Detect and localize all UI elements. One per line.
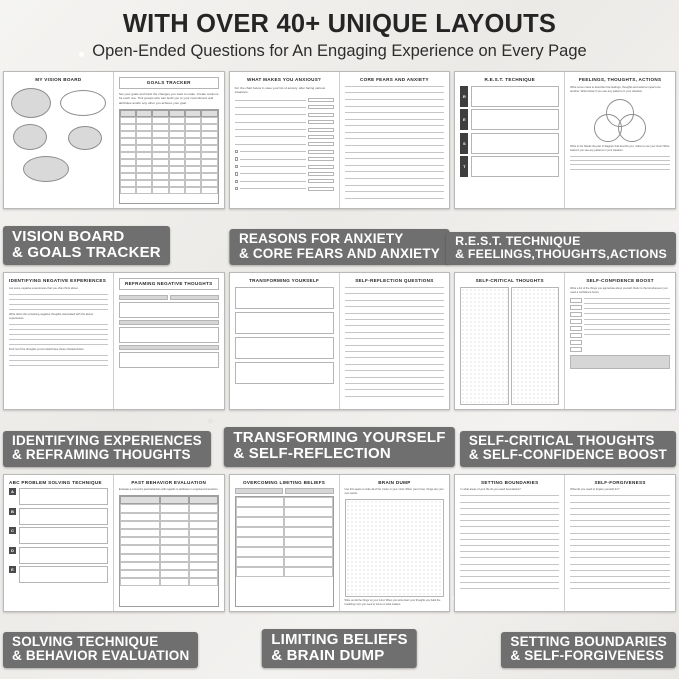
page-brain-dump	[340, 475, 450, 611]
caption-line-1: VISION BOARD	[12, 227, 125, 245]
page-past-behavior-evaluation	[114, 475, 224, 611]
vision-shape-2	[60, 90, 106, 116]
brain-dump-area[interactable]	[345, 499, 445, 597]
caption-line-2: & SELF-CONFIDENCE BOOST	[468, 447, 667, 463]
vision-shape-5	[23, 156, 69, 182]
caption-line-2: & SELF-REFLECTION	[233, 445, 391, 463]
rest-letter-e: E	[460, 109, 468, 130]
forgiveness-lines[interactable]	[570, 495, 670, 606]
anxious-rating-rows[interactable]	[235, 98, 334, 204]
page-title-abc: ABC PROBLEM SOLVING TECHNIQUE	[9, 479, 102, 485]
reframing-field-1[interactable]	[119, 302, 219, 318]
forgiveness-instructions: What do you need to forgive yourself for?	[570, 488, 620, 492]
caption-vision-board	[3, 226, 170, 265]
page-title-brain-dump: BRAIN DUMP	[378, 479, 411, 485]
page-transforming-yourself	[230, 273, 340, 409]
caption-line-1: TRANSFORMING YOURSELF	[233, 429, 446, 447]
rest-letter-s: S	[460, 133, 468, 154]
identifying-lines-3[interactable]	[9, 355, 108, 366]
vision-shape-1	[11, 88, 51, 118]
page-rest-technique	[455, 72, 565, 208]
poster-header	[0, 0, 679, 65]
reframing-col-header-1	[119, 295, 168, 300]
table-cell[interactable]	[120, 117, 136, 124]
page-title-feelings: FEELINGS, THOUGHTS, ACTIONS	[578, 77, 662, 82]
page-title-self-reflection: SELF-REFLECTION QUESTIONS	[355, 278, 434, 284]
spread-cell-4[interactable]	[3, 272, 225, 467]
spread-anxiety[interactable]	[229, 71, 451, 209]
page-title-core-fears: CORE FEARS AND ANXIETY	[360, 77, 429, 82]
identifying-lines-2[interactable]	[9, 324, 108, 345]
boundaries-lines[interactable]	[460, 495, 559, 606]
brain-dump-footer: Write out all the things on your mind. When you write down your thoughts you build the breathing room you need to focus on what matters.	[344, 599, 441, 606]
transforming-field-1[interactable]	[235, 287, 334, 309]
page-self-confidence-boost	[565, 273, 675, 409]
page-self-reflection-questions	[340, 273, 450, 409]
caption-boundaries	[501, 632, 676, 668]
page-title-confidence: SELF-CONFIDENCE BOOST	[586, 278, 654, 284]
reframing-label-2	[119, 345, 219, 350]
page-self-forgiveness	[565, 475, 675, 611]
core-fears-lines[interactable]	[345, 86, 445, 204]
spread-cell-9[interactable]	[454, 474, 676, 669]
caption-line-2: & SELF-FORGIVENESS	[510, 648, 665, 664]
page-subtitle: Open-Ended Questions for An Engaging Experience on Every Page	[92, 42, 587, 60]
brain-dump-instructions: Use this space to write all of the 'noise' in your mind. When you're free, things are your own words.	[344, 488, 444, 496]
spread-cell-7[interactable]	[3, 474, 225, 669]
caption-abc	[3, 632, 198, 668]
spread-rest-technique[interactable]	[454, 71, 676, 209]
identifying-lines-1[interactable]	[9, 294, 108, 310]
spread-vision-board[interactable]	[3, 71, 225, 209]
page-title-self-forgiveness: SELF-FORGIVENESS	[594, 479, 646, 485]
reframing-header-row	[119, 295, 219, 300]
page-what-makes-you-anxious	[230, 72, 340, 208]
caption-line-2: & BRAIN DUMP	[271, 646, 385, 664]
page-my-vision-board	[4, 72, 114, 208]
rest-body-s[interactable]	[471, 133, 559, 154]
abc-body-e[interactable]	[19, 566, 108, 583]
table-header-cell	[185, 110, 201, 117]
table-header-cell	[136, 110, 152, 117]
rest-rows[interactable]	[460, 86, 559, 204]
anxious-instructions: For the chart below in case your list of anxiety, after facing various situations.	[234, 85, 326, 95]
caption-rest	[446, 232, 676, 266]
caption-line-1: LIMITING BELIEFS	[271, 630, 408, 648]
venn-circle-actions	[618, 114, 646, 142]
confidence-instructions: Write a list of the things you appreciate about yourself. Refer to the list whenever you need a confidence boost.	[570, 287, 668, 294]
reframing-col-header-2	[170, 295, 219, 300]
page-title-self-critical: SELF-CRITICAL THOUGHTS	[475, 278, 544, 284]
past-behavior-table[interactable]	[119, 495, 219, 606]
self-critical-columns	[460, 287, 559, 405]
confidence-highlight-box[interactable]	[570, 355, 670, 369]
abc-body-c[interactable]	[19, 527, 108, 544]
caption-line-2: & REFRAMING THOUGHTS	[12, 447, 191, 463]
boundaries-instructions: In what areas of your life do you need boundaries?	[460, 488, 521, 492]
caption-line-1: REASONS FOR ANXIETY	[238, 231, 404, 247]
spread-cell-5[interactable]	[229, 272, 451, 467]
page-title: WITH OVER 40+ UNIQUE LAYOUTS	[122, 10, 557, 38]
vision-board-shapes	[9, 86, 108, 204]
self-reflection-lines[interactable]	[345, 287, 445, 405]
abc-rows[interactable]	[9, 488, 108, 606]
caption-identifying	[3, 431, 211, 467]
table-header-cell	[201, 110, 217, 117]
past-behavior-instructions: Evaluate a moment's past behaviors with regards to attributes in experienced sections.	[118, 488, 219, 492]
page-title-rest: R.E.S.T. TECHNIQUE	[484, 77, 536, 82]
caption-transforming	[224, 427, 454, 466]
abc-letter-d: D	[9, 547, 16, 554]
caption-line-1: SOLVING TECHNIQUE	[12, 633, 159, 649]
caption-self-critical	[460, 431, 676, 467]
vision-shape-3	[13, 124, 47, 150]
limiting-beliefs-table[interactable]	[235, 496, 334, 606]
page-title-anxious: WHAT MAKES YOU ANXIOUS?	[246, 77, 322, 82]
rest-body-t[interactable]	[471, 156, 559, 177]
vision-shape-4	[68, 126, 102, 150]
feelings-footer: Write in the blanks the part of diagram that best fits you; notice to use your time? Write below if you see any patterns in your situation.	[570, 144, 670, 152]
spread-abc-problem-solving[interactable]	[3, 474, 225, 612]
caption-line-1: SETTING BOUNDARIES	[510, 633, 667, 649]
reframing-field-2[interactable]	[119, 327, 219, 343]
identifying-instructions-3: Find out if the thoughts you've listed have these characteristics.	[9, 348, 85, 352]
page-title-boundaries: SETTING BOUNDARIES	[481, 479, 539, 485]
feelings-lines[interactable]	[570, 156, 670, 204]
page-title-vision-board: MY VISION BOARD	[35, 77, 82, 82]
page-title-limiting-beliefs: OVERCOMING LIMITING BELIEFS	[243, 479, 326, 485]
caption-line-2: & CORE FEARS AND ANXIETY	[238, 245, 441, 261]
abc-letter-a: A	[9, 488, 16, 495]
spread-grid	[0, 65, 679, 673]
page-title-goals-tracker: GOALS TRACKER	[119, 77, 219, 89]
page-core-fears	[340, 72, 450, 208]
caption-anxiety	[230, 229, 449, 265]
venn-diagram	[570, 99, 670, 143]
caption-line-1: R.E.S.T. TECHNIQUE	[455, 233, 581, 248]
caption-line-2: & BEHAVIOR EVALUATION	[12, 648, 190, 664]
rest-body-e[interactable]	[471, 109, 559, 130]
caption-line-1: IDENTIFYING EXPERIENCES	[12, 432, 202, 448]
goals-tracker-table[interactable]	[119, 109, 219, 204]
rest-letter-t: T	[460, 156, 468, 177]
spread-cell-2[interactable]	[229, 71, 451, 266]
abc-body-b[interactable]	[19, 508, 108, 525]
spread-cell-6[interactable]	[454, 272, 676, 467]
transforming-field-2[interactable]	[235, 312, 334, 334]
page-reframing-negative-thoughts	[114, 273, 224, 409]
abc-body-a[interactable]	[19, 488, 108, 505]
page-setting-boundaries	[455, 475, 565, 611]
table-header-cell	[152, 110, 168, 117]
page-title-transforming: TRANSFORMING YOURSELF	[249, 278, 320, 284]
page-title-identifying: IDENTIFYING NEGATIVE EXPERIENCES	[9, 278, 107, 284]
self-critical-column-1[interactable]	[460, 287, 508, 405]
table-header-cell	[120, 110, 136, 117]
page-overcoming-limiting-beliefs	[230, 475, 340, 611]
limiting-beliefs-header	[235, 488, 334, 494]
page-title-past-behavior: PAST BEHAVIOR EVALUATION	[131, 479, 207, 485]
caption-line-2: & GOALS TRACKER	[12, 244, 161, 262]
identifying-instructions: List some negative experiences that you often think about.	[9, 287, 79, 291]
page-goals-tracker	[114, 72, 224, 208]
identifying-instructions-2: Write down the remaining negative thoughts associated with the above experiences.	[9, 313, 94, 321]
spread-limiting-beliefs[interactable]	[229, 474, 451, 612]
spread-cell-1[interactable]	[3, 71, 225, 266]
limiting-col-header-2	[285, 488, 333, 494]
abc-letter-c: C	[9, 527, 16, 534]
rest-letter-r: R	[460, 86, 468, 107]
abc-body-d[interactable]	[19, 547, 108, 564]
caption-limiting-beliefs	[262, 629, 417, 668]
reframing-field-3[interactable]	[119, 352, 219, 368]
page-self-critical-thoughts	[455, 273, 565, 409]
spread-identifying-experiences[interactable]	[3, 272, 225, 410]
goals-tracker-instructions: Set your goals and track the changes you want to make. Create columns for each one. Tick groups who can build you to your commitment and attributes and/or any other you achieve your goal.	[118, 91, 219, 106]
abc-letter-e: E	[9, 566, 16, 573]
abc-letter-b: B	[9, 508, 16, 515]
feelings-instructions: Write some notes to describe how feelings, thoughts and actions impact one another. Write below if you see any patterns in your situation.	[570, 85, 661, 93]
page-feelings-thoughts-actions	[565, 72, 675, 208]
table-header-cell	[169, 110, 185, 117]
self-critical-column-2[interactable]	[511, 287, 559, 405]
transforming-field-4[interactable]	[235, 362, 334, 384]
caption-line-2: & FEELINGS,THOUGHTS,ACTIONS	[455, 246, 667, 261]
confidence-rows[interactable]	[570, 298, 670, 352]
page-abc-problem-solving	[4, 475, 114, 611]
page-title-reframing: REFRAMING NEGATIVE THOUGHTS	[119, 278, 219, 290]
spread-cell-3[interactable]	[454, 71, 676, 266]
page-identifying-negative-experiences	[4, 273, 114, 409]
reframing-label-1	[119, 320, 219, 325]
transforming-field-3[interactable]	[235, 337, 334, 359]
spread-setting-boundaries[interactable]	[454, 474, 676, 612]
spread-transforming-yourself[interactable]	[229, 272, 451, 410]
rest-body-r[interactable]	[471, 86, 559, 107]
spread-self-critical-thoughts[interactable]	[454, 272, 676, 410]
spread-cell-8[interactable]	[229, 474, 451, 669]
caption-line-1: SELF-CRITICAL THOUGHTS	[468, 432, 655, 448]
limiting-col-header-1	[235, 488, 283, 494]
